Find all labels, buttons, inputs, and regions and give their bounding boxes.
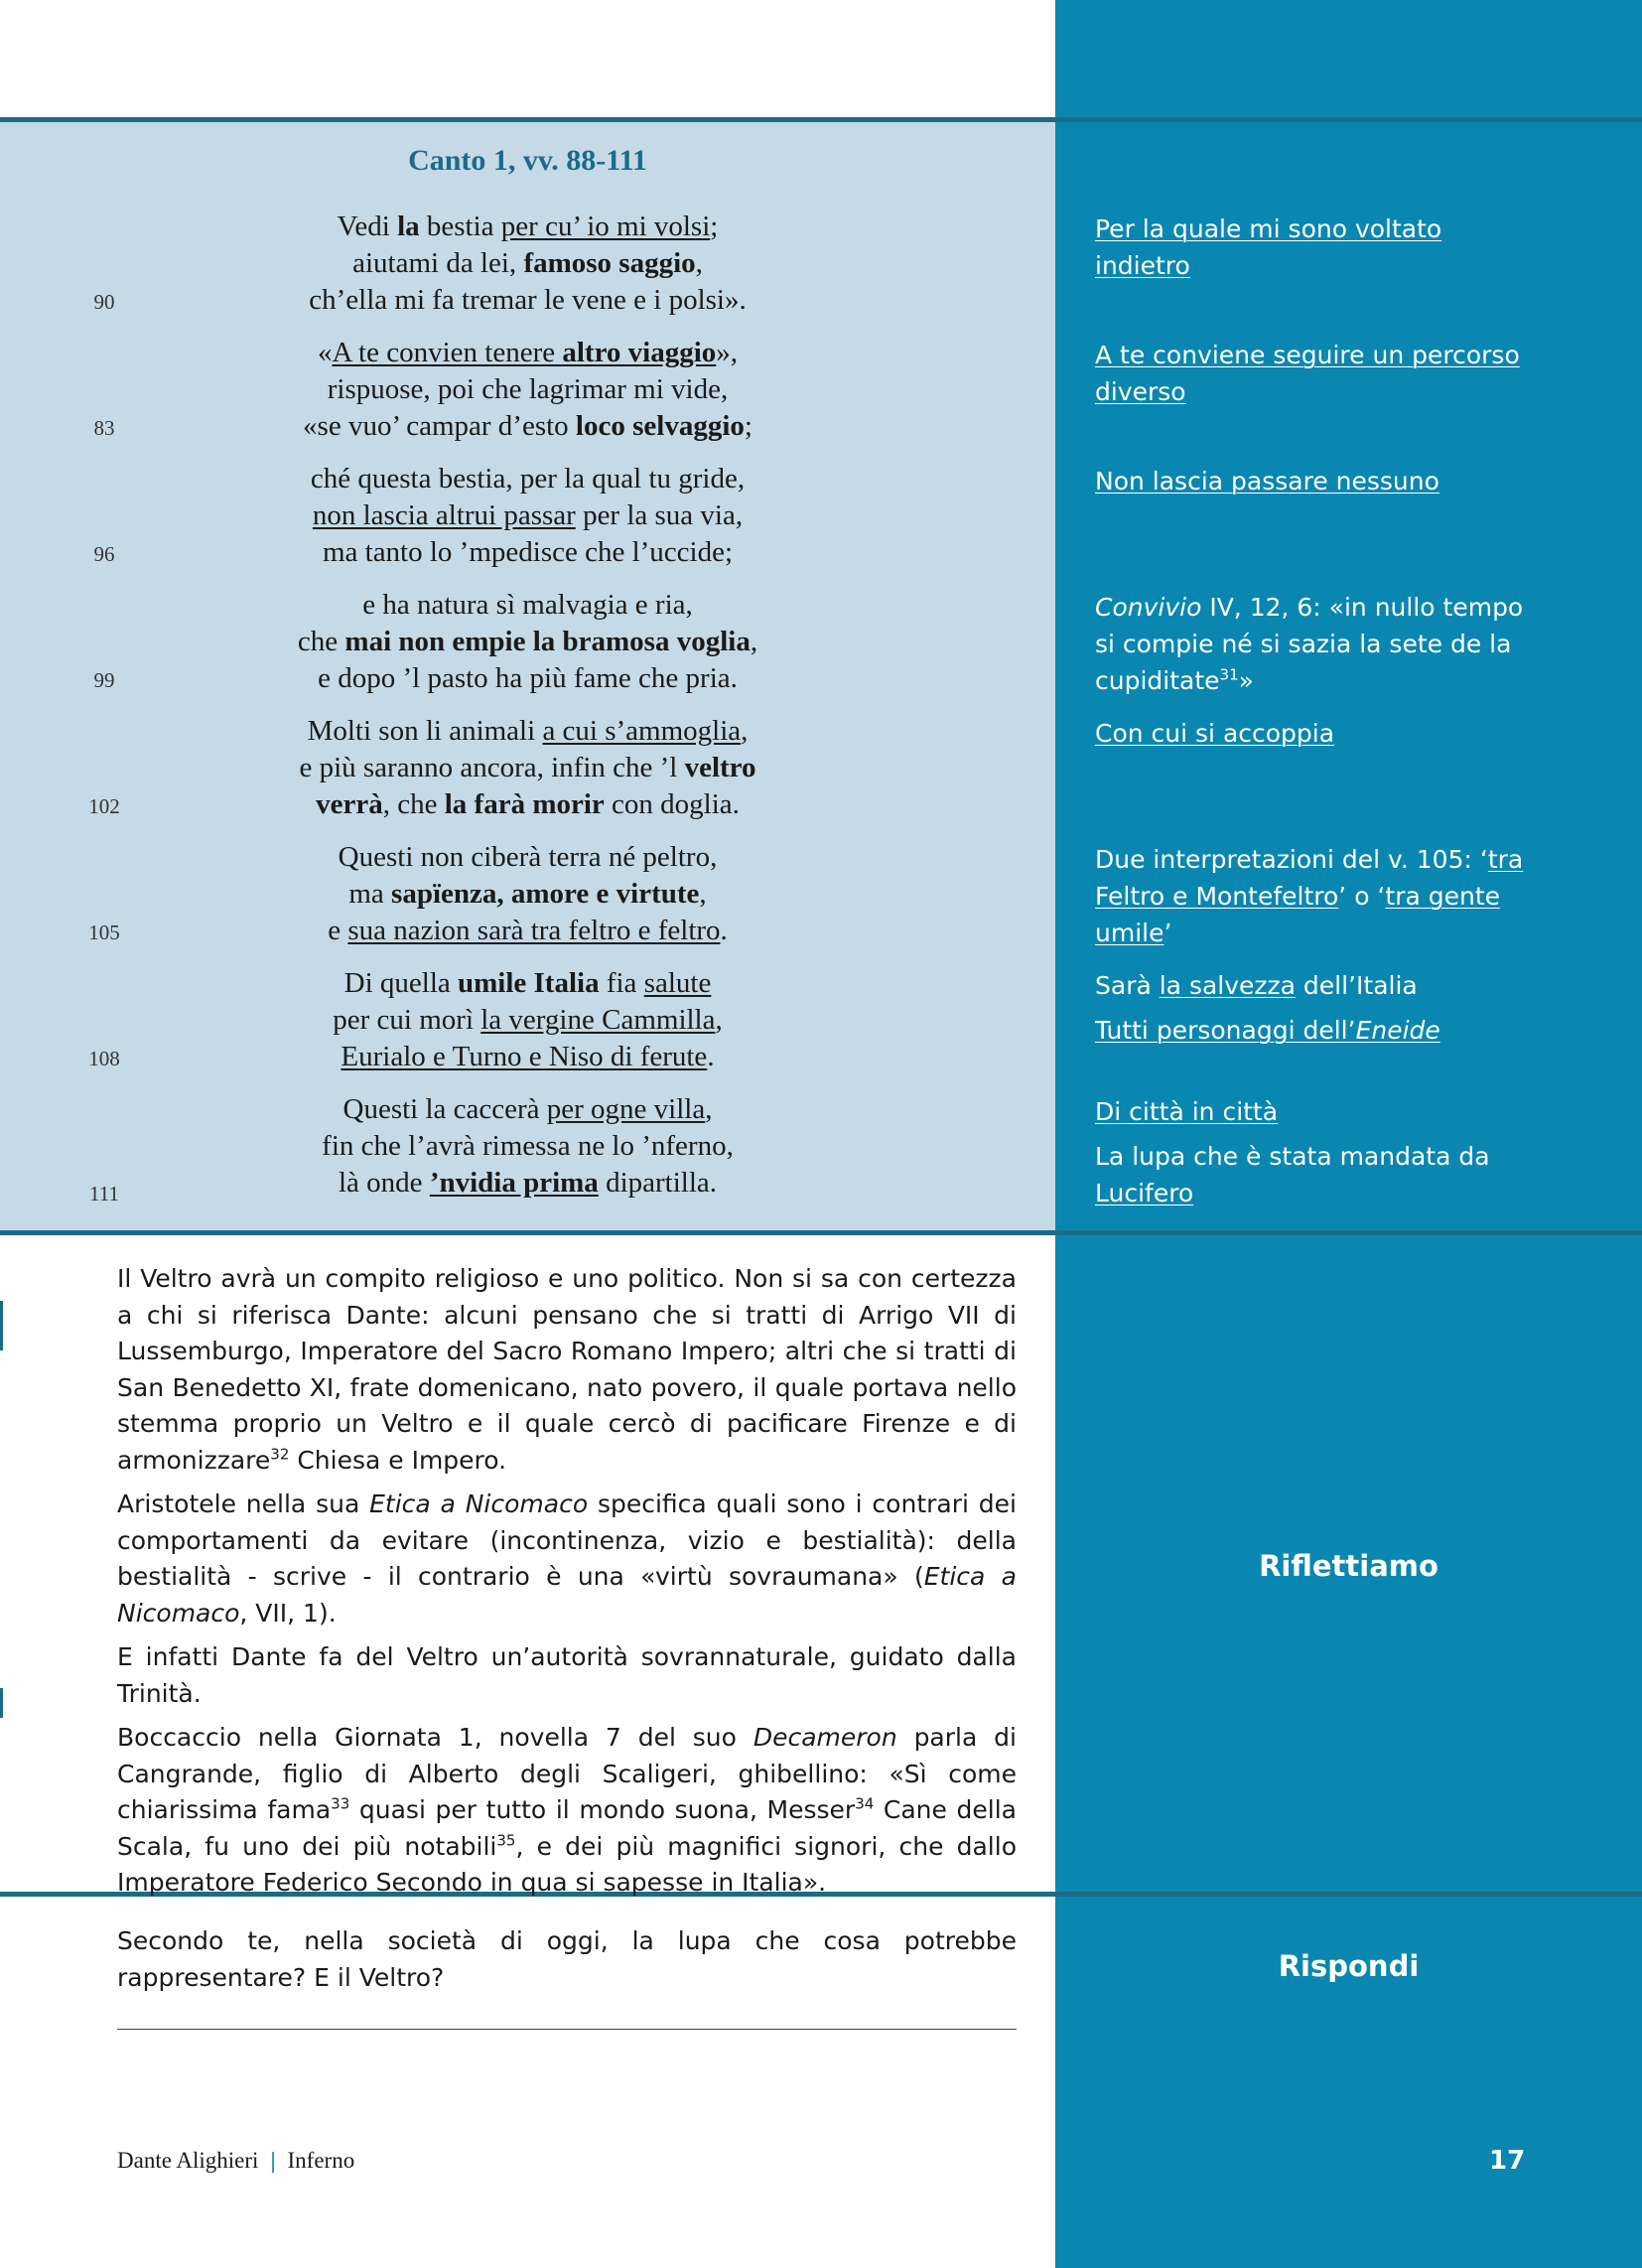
verse-line: e più saranno ancora, infin che ’l veltro — [299, 752, 756, 783]
stanza-6 — [0, 839, 1055, 949]
verse-line: non lascia altrui passar per la sua via, — [312, 499, 744, 531]
verse-line: ché questa bestia, per la qual tu gride, — [310, 463, 746, 495]
canto-title: Canto 1, vv. 88-111 — [408, 144, 647, 177]
verse-line: fin che l’avrà rimessa ne lo ’nferno, — [322, 1130, 734, 1162]
verse-line: e ha natura sì malvagia e ria, — [362, 589, 693, 621]
gloss-note: Due interpretazioni del v. 105: ‘tra Feltro e Montefeltro’ o ‘tra gente umile’ — [1095, 845, 1524, 947]
verse-line: Eurialo e Turno e Niso di ferute. — [341, 1041, 715, 1072]
gloss-note: Con cui si accoppia — [1095, 719, 1335, 748]
line-number: 99 — [93, 668, 115, 692]
gloss-note: Tutti personaggi dell’Eneide — [1095, 1016, 1440, 1045]
gloss-note: Di città in città — [1095, 1097, 1279, 1126]
page-number: 17 — [1489, 2146, 1526, 2176]
gloss-note: Sarà la salvezza dell’Italia — [1095, 971, 1418, 1000]
verse-line: Questi la caccerà per ogne villa, — [342, 1093, 713, 1125]
running-footer — [117, 2148, 354, 2174]
stanza-4 — [0, 587, 1055, 697]
margin-mark — [0, 1301, 3, 1350]
verse-line: Vedi la bestia per cu’ io mi volsi; — [337, 211, 719, 242]
verse-line: e dopo ’l pasto ha più fame che pria. — [318, 662, 738, 694]
commentary-text — [117, 1261, 1017, 1910]
gloss-note: Non lascia passare nessuno — [1095, 467, 1439, 496]
margin-mark — [0, 1688, 3, 1718]
verse-line: Di quella umile Italia fia salute — [343, 967, 712, 999]
line-number: 96 — [93, 542, 115, 566]
line-number: 111 — [89, 1182, 119, 1205]
verse-line: rispuose, poi che lagrimar mi vide, — [327, 373, 729, 405]
verse-line: ch’ella mi fa tremar le vene e i polsi». — [309, 284, 747, 316]
section-title-rispondi: Rispondi — [1278, 1949, 1420, 1983]
verse-line: verrà, che la farà morir con doglia. — [316, 788, 740, 820]
verse-line: e sua nazion sarà tra feltro e feltro. — [328, 915, 728, 946]
verse-line: che mai non empie la bramosa voglia, — [297, 626, 758, 657]
stanza-5 — [0, 713, 1055, 823]
section-title-riflettiamo: Riflettiamo — [1259, 1549, 1438, 1583]
line-number: 105 — [88, 921, 120, 944]
stanza-8 — [0, 1091, 1055, 1202]
answer-line[interactable] — [117, 2029, 1017, 2030]
verse-line: «A te convien tenere altro viaggio», — [317, 337, 739, 368]
divider-mid — [0, 1230, 1642, 1235]
verse-line: Questi non ciberà terra né peltro, — [338, 841, 718, 873]
gloss-note: Per la quale mi sono voltato indietro — [1095, 214, 1442, 280]
stanza-2 — [0, 335, 1055, 445]
line-number: 83 — [93, 416, 115, 440]
line-number: 102 — [88, 794, 120, 818]
paragraph: Secondo te, nella società di oggi, la lupa che cosa potrebbe rappresentare? E il Veltro? — [117, 1926, 1017, 1992]
verse-line: «se vuo’ campar d’esto loco selvaggio; — [303, 410, 753, 442]
verse-line: per cui morì la vergine Cammilla, — [333, 1004, 723, 1036]
gloss-note: Convivio IV, 12, 6: «in nullo tempo si compie né si sazia la sete de la cupiditate$^{31}$» — [1095, 593, 1524, 695]
gloss-note: A te conviene seguire un percorso diverso — [1095, 341, 1520, 406]
paragraph: Aristotele nella sua Etica a Nicomaco specifica quali sono i contrari dei comportamenti da evitare (incontinenza, vizio e bestialità): della bestialità - scrive - il contrario è una «virtù sovraumana» (Etica a Nicomaco, VII, 1). — [117, 1489, 1017, 1628]
verse-line: là onde ’nvidia prima dipartilla. — [339, 1167, 717, 1199]
footer-author: Dante Alighieri — [117, 2148, 259, 2173]
verse-line: ma sapïenza, amore e virtute, — [348, 878, 707, 910]
stanza-7 — [0, 965, 1055, 1075]
paragraph: E infatti Dante fa del Veltro un’autorità sovrannaturale, guidato dalla Trinità. — [117, 1642, 1017, 1708]
paragraph: Boccaccio nella Giornata 1, novella 7 del suo Decameron parla di Cangrande, figlio di Alberto degli Scaligeri, ghibellino: «Sì come chiarissima fama$^{33}$ quasi per tutto il mondo suona, Messer$^{34}$ Cane della Scala, fu uno dei più notabili$^{35}$, e dei più magnifici signori, che dallo Imperatore Federico Secondo in qua si sapesse in Italia». — [117, 1723, 1017, 1897]
paragraph: Il Veltro avrà un compito religioso e uno politico. Non si sa con certezza a chi si riferisca Dante: alcuni pensano che si tratti di Arrigo VII di Lussemburgo, Imperatore del Sacro Romano Impero; altri che si tratti di San Benedetto XI, frate domenicano, nato povero, il quale portava nello stemma proprio un Veltro e il quale cercò di pacificare Firenze e di armonizzare$^{32}$ Chiesa e Impero. — [117, 1264, 1017, 1475]
stanza-3 — [0, 461, 1055, 571]
verse-line: ma tanto lo ’mpedisce che l’uccide; — [322, 536, 734, 568]
footer-separator: | — [270, 2148, 276, 2173]
verse-line: aiutami da lei, famoso saggio, — [352, 247, 703, 279]
stanza-1 — [0, 209, 1055, 319]
gloss-note: La lupa che è stata mandata da Lucifero — [1095, 1142, 1490, 1207]
question-text — [117, 1923, 1017, 2004]
line-number: 90 — [93, 290, 115, 314]
verse-line: Molti son li animali a cui s’ammoglia, — [307, 715, 749, 747]
divider-top — [0, 117, 1642, 122]
footer-work: Inferno — [287, 2148, 355, 2173]
line-number: 108 — [88, 1047, 120, 1070]
